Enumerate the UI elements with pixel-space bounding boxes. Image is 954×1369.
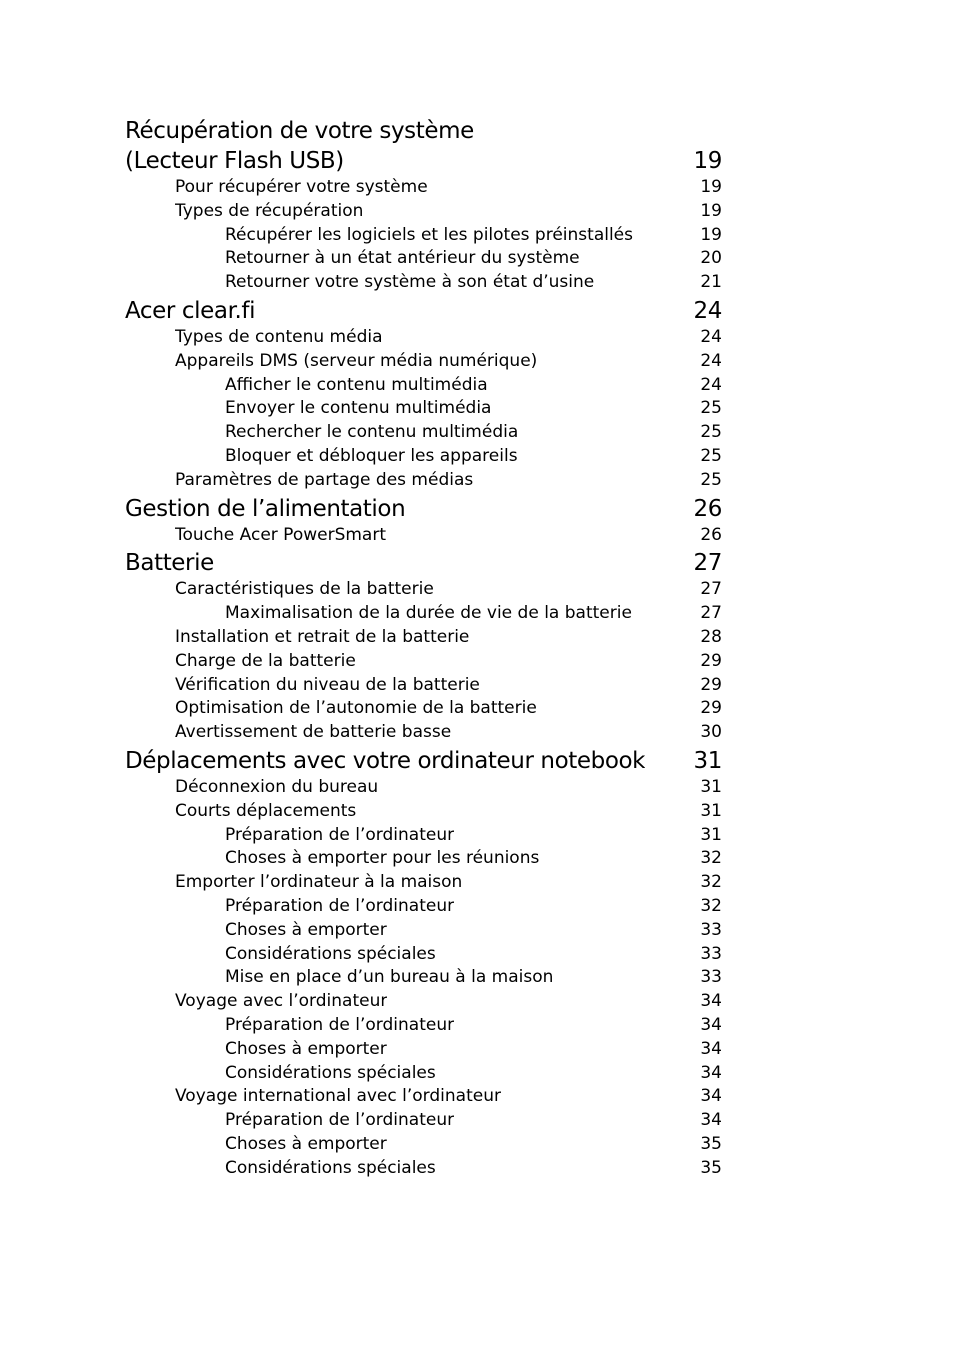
toc-entry-page-number: 21	[700, 272, 722, 293]
toc-subentry[interactable]	[125, 374, 722, 398]
toc-entry-page-number: 19	[700, 200, 722, 221]
toc-subentry[interactable]	[125, 824, 722, 848]
toc-subentry[interactable]	[125, 247, 722, 271]
toc-entry-page-number: 35	[700, 1157, 722, 1178]
toc-subentry[interactable]	[125, 397, 722, 421]
toc-subentry[interactable]	[125, 847, 722, 871]
toc-entry[interactable]	[125, 721, 722, 745]
toc-entry-page-number: 31	[700, 800, 722, 821]
toc-entry-title: Voyage avec l’ordinateur	[175, 991, 388, 1012]
toc-entry-page-number: 29	[700, 650, 722, 671]
toc-entry[interactable]	[125, 674, 722, 698]
toc-entry-title: Courts déplacements	[175, 800, 357, 821]
toc-section-title: Déplacements avec votre ordinateur notebook	[125, 747, 646, 774]
toc-entry-title: Considérations spéciales	[225, 1157, 436, 1178]
toc-entry-page-number: 34	[700, 1086, 722, 1107]
toc-entry[interactable]	[125, 871, 722, 895]
toc-entry-title: Choses à emporter	[225, 1038, 387, 1059]
toc-section-heading[interactable]	[125, 296, 722, 326]
toc-entry-page-number: 25	[700, 398, 722, 419]
toc-entry-title: Paramètres de partage des médias	[175, 469, 474, 490]
toc-entry-title: Rechercher le contenu multimédia	[225, 422, 519, 443]
toc-entry-page-number: 29	[700, 698, 722, 719]
toc-section-heading[interactable]	[125, 116, 722, 146]
toc-subentry[interactable]	[125, 421, 722, 445]
toc-entry-page-number: 33	[700, 943, 722, 964]
toc-entry[interactable]	[125, 326, 722, 350]
toc-section-heading[interactable]	[125, 494, 722, 524]
toc-entry-title: Charge de la batterie	[175, 650, 356, 671]
toc-entry-title: Considérations spéciales	[225, 943, 436, 964]
toc-entry-page-number: 34	[700, 1062, 722, 1083]
toc-entry-page-number: 34	[700, 1014, 722, 1035]
toc-entry-page-number: 26	[700, 524, 722, 545]
toc-entry-page-number: 32	[700, 848, 722, 869]
toc-section-heading[interactable]	[125, 548, 722, 578]
toc-subentry[interactable]	[125, 1038, 722, 1062]
toc-subentry[interactable]	[125, 602, 722, 626]
toc-entry-page-number: 24	[700, 350, 722, 371]
toc-entry-page-number: 25	[700, 445, 722, 466]
toc-entry[interactable]	[125, 626, 722, 650]
toc-entry-title: Types de contenu média	[175, 326, 383, 347]
toc-entry-page-number: 34	[700, 1110, 722, 1131]
toc-entry-title: Préparation de l’ordinateur	[225, 1110, 455, 1131]
toc-entry-page-number: 25	[700, 469, 722, 490]
toc-entry[interactable]	[125, 697, 722, 721]
toc-entry-title: Types de récupération	[175, 200, 364, 221]
toc-entry-title: Pour récupérer votre système	[175, 177, 428, 197]
toc-entry-title: Caractéristiques de la batterie	[175, 579, 434, 600]
toc-entry-title: Emporter l’ordinateur à la maison	[175, 872, 463, 893]
toc-entry-title: Choses à emporter	[225, 919, 387, 940]
toc-entry-page-number: 19	[700, 177, 722, 197]
toc-entry-title: Optimisation de l’autonomie de la batterie	[175, 698, 537, 719]
toc-section-heading[interactable]	[125, 746, 722, 776]
toc-entry-page-number: 24	[700, 374, 722, 395]
toc-subentry[interactable]	[125, 1157, 722, 1181]
toc-entry-title: Vérification du niveau de la batterie	[175, 674, 480, 695]
toc-entry-title: Mise en place d’un bureau à la maison	[225, 967, 554, 988]
toc-subentry[interactable]	[125, 919, 722, 943]
toc-entry-title: Avertissement de batterie basse	[175, 722, 452, 743]
toc-entry-title: Bloquer et débloquer les appareils	[225, 445, 518, 466]
toc-entry-title: Envoyer le contenu multimédia	[225, 398, 492, 419]
toc-subentry[interactable]	[125, 895, 722, 919]
toc-entry-page-number: 27	[700, 579, 722, 600]
toc-section-page-number: 19	[693, 148, 722, 174]
toc-entry-page-number: 35	[700, 1133, 722, 1154]
toc-subentry[interactable]	[125, 224, 722, 248]
toc-entry[interactable]	[125, 578, 722, 602]
toc-entry-page-number: 32	[700, 872, 722, 893]
toc-entry[interactable]	[125, 524, 722, 548]
toc-section-page-number: 27	[693, 550, 722, 577]
toc-entry-page-number: 28	[700, 626, 722, 647]
toc-entry-title: Récupérer les logiciels et les pilotes préinstallés	[225, 224, 633, 245]
toc-entry-title: Retourner votre système à son état d’usine	[225, 272, 595, 293]
toc-entry[interactable]	[125, 350, 722, 374]
toc-entry-page-number: 20	[700, 248, 722, 269]
toc-subentry[interactable]	[125, 445, 722, 469]
toc-entry-title: Voyage international avec l’ordinateur	[175, 1086, 501, 1107]
toc-entry-page-number: 29	[700, 674, 722, 695]
toc-entry-page-number: 19	[700, 224, 722, 245]
toc-entry-title: Maximalisation de la durée de vie de la batterie	[225, 603, 632, 624]
toc-entry[interactable]	[125, 1085, 722, 1109]
toc-section-title: (Lecteur Flash USB)	[125, 148, 344, 174]
toc-entry-page-number: 30	[700, 722, 722, 743]
toc-subentry[interactable]	[125, 1062, 722, 1086]
toc-section-page-number: 24	[693, 297, 722, 324]
toc-entry-title: Installation et retrait de la batterie	[175, 626, 470, 647]
table-of-contents	[125, 116, 722, 1180]
toc-entry[interactable]	[125, 990, 722, 1014]
toc-section-heading[interactable]	[125, 146, 722, 176]
toc-entry-title: Préparation de l’ordinateur	[225, 895, 455, 916]
toc-entry-page-number: 27	[700, 603, 722, 624]
toc-entry-page-number: 31	[700, 824, 722, 845]
toc-entry[interactable]	[125, 469, 722, 493]
toc-section-title: Batterie	[125, 550, 214, 577]
toc-entry-title: Choses à emporter pour les réunions	[225, 848, 540, 869]
toc-subentry[interactable]	[125, 1109, 722, 1133]
toc-subentry[interactable]	[125, 1014, 722, 1038]
toc-entry[interactable]	[125, 800, 722, 824]
toc-entry[interactable]	[125, 650, 722, 674]
toc-entry-page-number: 24	[700, 326, 722, 347]
toc-section-title: Acer clear.fi	[125, 297, 256, 324]
toc-entry-page-number: 25	[700, 422, 722, 443]
toc-entry-title: Afficher le contenu multimédia	[225, 374, 488, 395]
toc-subentry[interactable]	[125, 1133, 722, 1157]
toc-entry-title: Appareils DMS (serveur média numérique)	[175, 350, 538, 371]
toc-entry[interactable]	[125, 776, 722, 800]
toc-section-title: Récupération de votre système	[125, 118, 474, 144]
toc-entry-page-number: 34	[700, 1038, 722, 1059]
toc-entry-page-number: 31	[700, 776, 722, 797]
toc-section-page-number: 31	[693, 747, 722, 774]
toc-entry-page-number: 32	[700, 895, 722, 916]
toc-subentry[interactable]	[125, 943, 722, 967]
toc-entry-page-number: 33	[700, 967, 722, 988]
toc-section-page-number: 26	[693, 495, 722, 522]
toc-entry[interactable]	[125, 176, 722, 200]
toc-entry-title: Considérations spéciales	[225, 1062, 436, 1083]
toc-entry-title: Choses à emporter	[225, 1133, 387, 1154]
toc-entry-title: Touche Acer PowerSmart	[175, 524, 387, 545]
toc-entry-title: Préparation de l’ordinateur	[225, 824, 455, 845]
toc-subentry[interactable]	[125, 966, 722, 990]
toc-entry-title: Déconnexion du bureau	[175, 776, 379, 797]
toc-section-title: Gestion de l’alimentation	[125, 495, 406, 522]
toc-subentry[interactable]	[125, 271, 722, 295]
toc-entry-title: Retourner à un état antérieur du système	[225, 248, 580, 269]
toc-entry-page-number: 33	[700, 919, 722, 940]
toc-entry-title: Préparation de l’ordinateur	[225, 1014, 455, 1035]
toc-entry-page-number: 34	[700, 991, 722, 1012]
toc-entry[interactable]	[125, 200, 722, 224]
